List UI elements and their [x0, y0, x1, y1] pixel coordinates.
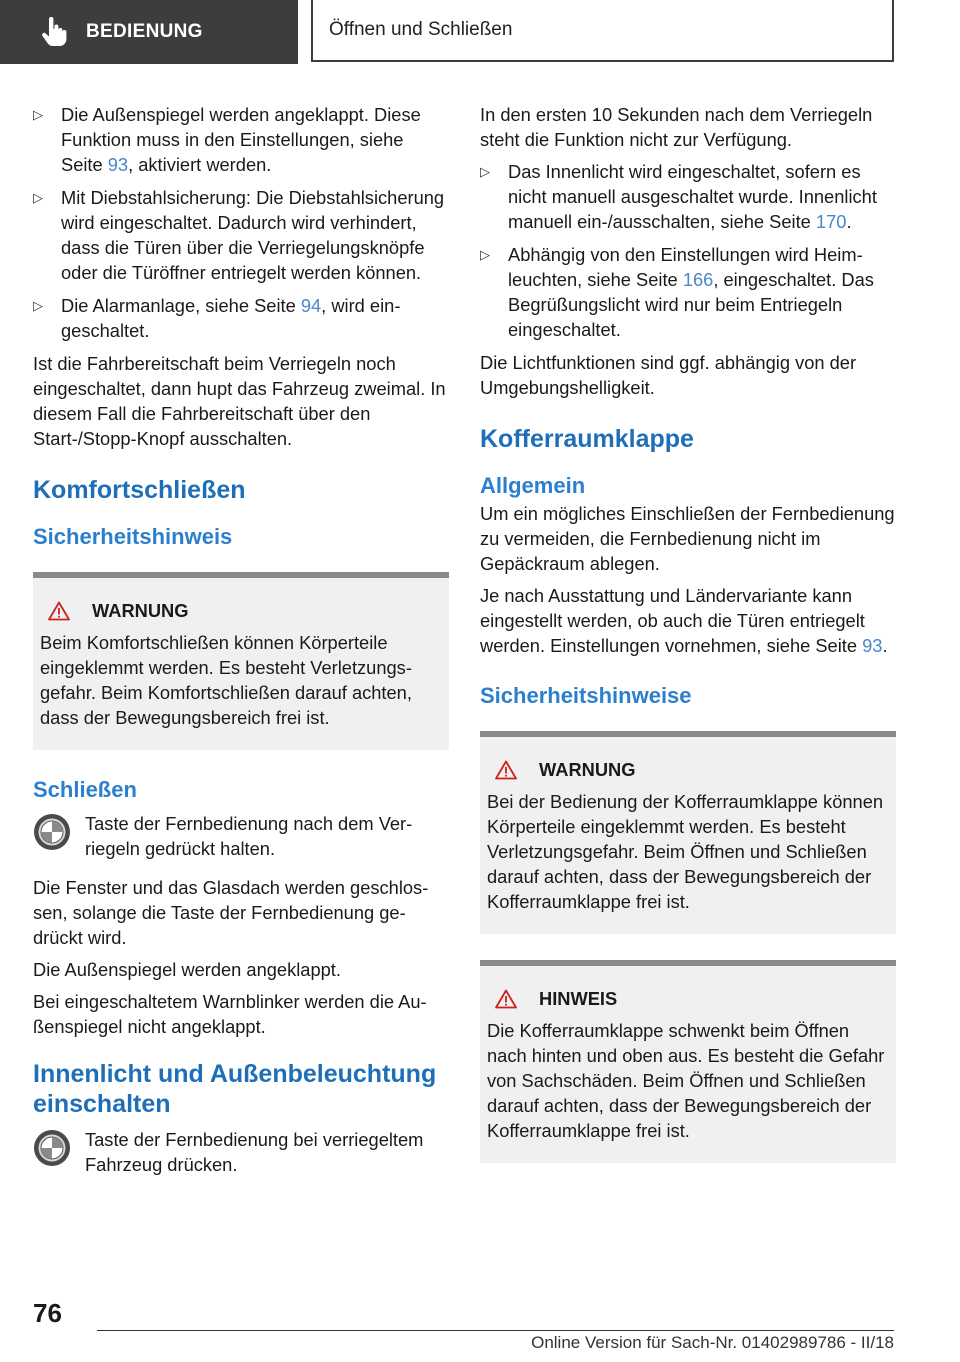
left-column	[33, 102, 449, 1191]
page-number: 76	[33, 1298, 62, 1328]
section-label: BEDIENUNG	[86, 21, 203, 42]
heading-innenlicht: Innenlicht und Außenbeleuchtung einschalten	[33, 1060, 437, 1118]
paragraph-text: .	[882, 635, 888, 656]
list-item	[480, 242, 896, 342]
list-item	[480, 159, 896, 234]
warning-box	[33, 572, 449, 750]
heading-schliessen: Schließen	[33, 777, 137, 802]
list-item-text: , aktiviert werden.	[128, 154, 272, 175]
list-item-text: Abhängig von den Einstellungen wird Heimleuchten, siehe Seite	[508, 244, 863, 290]
warning-text: Bei der Bedienung der Kofferraumklappe können Körperteile eingeklemmt werden. Es besteht Verletzungsgefahr. Beim Öffnen und Schließen darauf achten, dass der Bewegungsbereich der Kofferraumklappe frei ist.	[487, 791, 884, 912]
warning-triangle-icon	[495, 989, 517, 1009]
section-tab	[0, 0, 298, 64]
warning-text: Beim Komfortschließen können Körperteile eingeklemmt werden. Es besteht Verletzungsgefahr. Beim Komfortschließen darauf achten, dass der Bewegungsbereich frei ist.	[40, 632, 412, 728]
footer-divider	[97, 1330, 894, 1331]
warning-triangle-icon	[495, 760, 517, 780]
footer-text: Online Version für Sach-Nr. 01402989786 - II/18	[531, 1333, 894, 1352]
notice-text: Die Kofferraumklappe schwenkt beim Öffnen nach hinten und oben aus. Es besteht die Gefahr von Sachschäden. Beim Öffnen und Schließen darauf achten, dass der Bewegungsbereich der Kofferraumklappe frei ist.	[487, 1020, 885, 1141]
warning-triangle-icon	[48, 601, 70, 621]
triangle-bullet-icon: ▷	[33, 190, 43, 205]
list-item-text: , wird eingeschaltet.	[61, 295, 401, 341]
list-item-text: Mit Diebstahlsicherung: Die Diebstahlsicherung wird eingeschaltet. Dadurch wird verhindert, dass die Türen über die Verriegelungsknöpfe oder die Türöffner entriegelt werden können.	[61, 187, 445, 283]
paragraph: Die Fenster und das Glasdach werden geschlossen, solange die Taste der Fernbedienung gedrückt wird.	[33, 877, 429, 948]
page-link[interactable]: 93	[107, 154, 129, 175]
page-link[interactable]: 94	[300, 295, 322, 316]
triangle-bullet-icon: ▷	[480, 247, 490, 262]
warning-title: WARNUNG	[92, 600, 189, 621]
list-item-text: Die Außenspiegel werden angeklappt. Diese Funktion muss in den Einstellungen, siehe Seite	[61, 104, 421, 175]
heading-allgemein: Allgemein	[480, 473, 586, 498]
list-item-text: Das Innenlicht wird eingeschaltet, sofern es nicht manuell ausgeschaltet wurde. Innenlicht manuell ein-/ausschalten, siehe Seite	[508, 161, 877, 232]
paragraph: Um ein mögliches Einschließen der Fernbedienung zu vermeiden, die Fernbedienung nicht im Gepäckraum ablegen.	[480, 503, 895, 574]
paragraph: In den ersten 10 Sekunden nach dem Verriegeln steht die Funktion nicht zur Verfügung.	[480, 104, 873, 150]
paragraph: Die Außenspiegel werden angeklappt.	[33, 959, 341, 980]
paragraph	[480, 583, 896, 658]
key-instruction-text: Taste der Fernbedienung nach dem Verriegeln gedrückt halten.	[85, 813, 413, 859]
paragraph-text: Je nach Ausstattung und Ländervariante kann eingestellt werden, ob auch die Türen entriegelt werden. Einstellungen vornehmen, siehe Seite	[480, 585, 865, 656]
bmw-key-icon	[33, 813, 71, 851]
page-link[interactable]: 93	[862, 635, 883, 656]
list-item	[33, 293, 449, 343]
warning-title: WARNUNG	[539, 759, 636, 780]
right-column	[480, 102, 896, 1189]
key-instruction	[33, 811, 449, 861]
list-item-text: Die Alarmanlage, siehe Seite	[61, 295, 301, 316]
bmw-key-icon	[33, 1129, 71, 1167]
paragraph: Bei eingeschaltetem Warnblinker werden die Außenspiegel nicht angeklappt.	[33, 991, 427, 1037]
list-item-text: , eingeschaltet. Das Begrüßungslicht wird nur beim Entriegeln eingeschaltet.	[508, 269, 874, 340]
heading-sicherheitshinweise: Sicherheitshinweise	[480, 683, 692, 708]
notice-title: HINWEIS	[539, 988, 618, 1009]
paragraph: Ist die Fahrbereitschaft beim Verriegeln noch eingeschaltet, dann hupt das Fahrzeug zweimal. In diesem Fall die Fahrbereitschaft über den Start-/Stopp-Knopf ausschalten.	[33, 353, 446, 449]
hand-pointer-icon	[40, 17, 68, 47]
heading-komfortschliessen: Komfortschließen	[33, 476, 246, 504]
triangle-bullet-icon: ▷	[33, 107, 43, 122]
triangle-bullet-icon: ▷	[33, 298, 43, 313]
key-instruction-text: Taste der Fernbedienung bei verriegeltem Fahrzeug drücken.	[85, 1129, 424, 1175]
heading-sicherheitshinweis: Sicherheitshinweis	[33, 524, 233, 549]
list-item	[33, 102, 449, 177]
page-link[interactable]: 170	[815, 211, 847, 232]
page-header-title: Öffnen und Schließen	[311, 0, 894, 62]
key-instruction	[33, 1127, 449, 1177]
page-link[interactable]: 166	[682, 269, 714, 290]
list-item-text: .	[846, 211, 852, 232]
list-item	[33, 185, 449, 285]
notice-box	[480, 960, 896, 1163]
paragraph: Die Lichtfunktionen sind ggf. abhängig von der Umgebungshelligkeit.	[480, 352, 857, 398]
heading-kofferraumklappe: Kofferraumklappe	[480, 425, 694, 453]
warning-box	[480, 731, 896, 934]
triangle-bullet-icon: ▷	[480, 164, 490, 179]
